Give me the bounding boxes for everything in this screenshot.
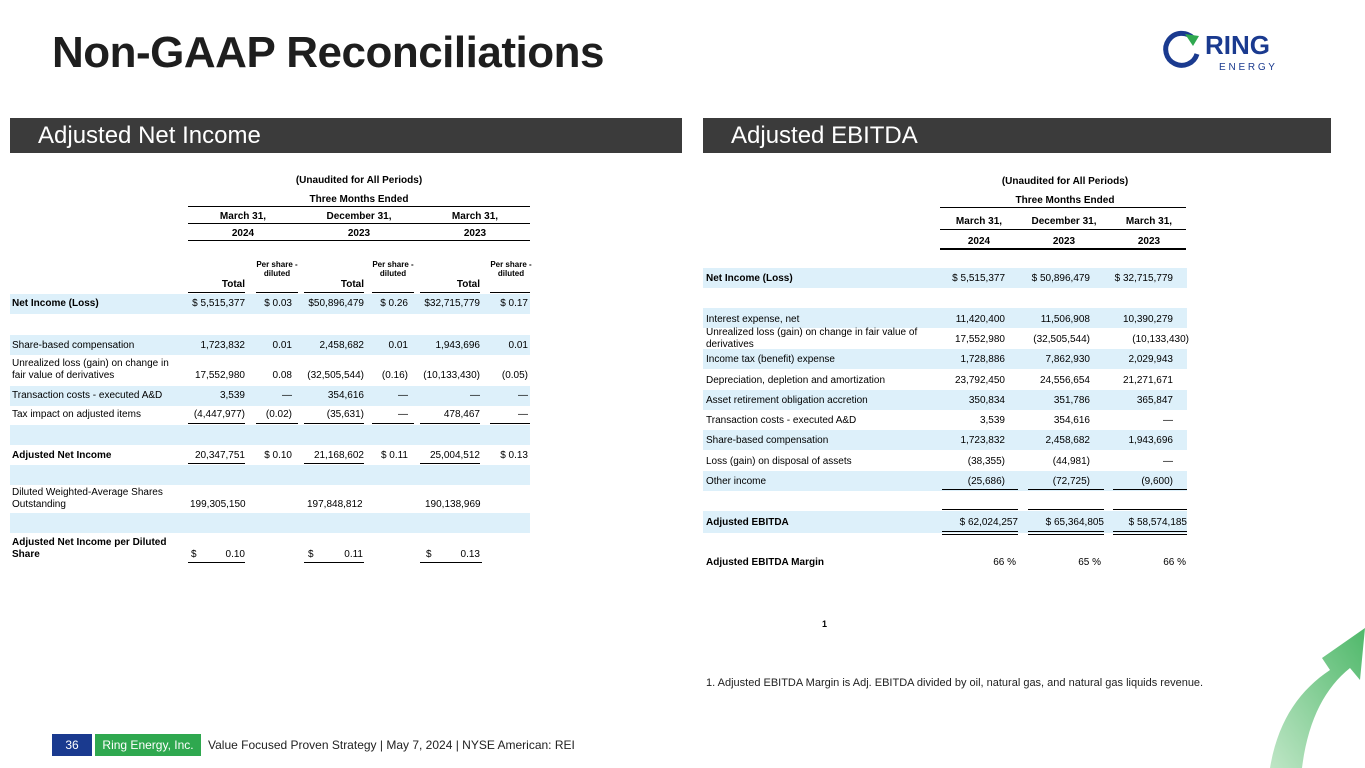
value: 3,539	[219, 390, 245, 401]
page-title: Non-GAAP Reconciliations	[52, 28, 604, 77]
value: $ 62,024,257	[959, 517, 1018, 528]
logo-word: RING	[1205, 30, 1270, 60]
value: 1,728,886	[960, 354, 1005, 365]
value: $ 5,515,377	[192, 298, 245, 309]
value: —	[1163, 415, 1173, 426]
row-label: Adjusted EBITDA	[706, 517, 789, 528]
value: 197,848,812	[307, 499, 363, 510]
ring-energy-logo	[1155, 28, 1315, 74]
value: 24,556,654	[1039, 375, 1090, 386]
value: 354,616	[327, 390, 364, 401]
value: 11,420,400	[955, 314, 1005, 325]
value: —	[282, 390, 292, 401]
value: 25,004,512	[429, 450, 480, 461]
value: 20,347,751	[194, 450, 245, 461]
value: 0.13	[460, 549, 480, 560]
value: $50,896,479	[308, 298, 364, 309]
value: 0.01	[272, 340, 292, 351]
col-per-share: Per share - diluted	[256, 260, 298, 278]
value: 66 %	[1163, 557, 1186, 568]
row-label: Tax impact on adjusted items	[12, 409, 141, 420]
value: 11,506,908	[1040, 314, 1090, 325]
value: —	[518, 390, 528, 401]
row-label: Diluted Weighted-Average Shares Outstanding	[12, 487, 163, 510]
value: (0.05)	[501, 370, 528, 381]
value: 2,458,682	[319, 340, 364, 351]
value: (44,981)	[1052, 456, 1090, 467]
year-header: 2024	[967, 236, 991, 247]
value: $ 65,364,805	[1045, 517, 1104, 528]
row-label: Asset retirement obligation accretion	[706, 395, 868, 406]
row-label: Net Income (Loss)	[12, 298, 99, 309]
row-label: Adjusted Net Income per Diluted Share	[12, 537, 167, 560]
value: 0.01	[388, 340, 408, 351]
value: (32,505,544)	[1033, 334, 1090, 345]
row-label: Unrealized loss (gain) on change in fair value of derivatives	[706, 327, 918, 350]
value: (0.16)	[381, 370, 408, 381]
value: 199,305,150	[190, 499, 246, 510]
value: (9,600)	[1141, 476, 1173, 487]
value: 2,458,682	[1045, 435, 1090, 446]
year-header: 2023	[463, 228, 487, 239]
unaudited-label: (Unaudited for All Periods)	[1001, 176, 1129, 187]
value: $ 50,896,479	[1031, 273, 1090, 284]
value: (35,631)	[326, 409, 364, 420]
col-per-share: Per share - diluted	[490, 260, 532, 278]
row-label: Share-based compensation	[12, 340, 135, 351]
year-header: 2023	[1137, 236, 1161, 247]
value: 1,943,696	[1128, 435, 1173, 446]
value: $32,715,779	[424, 298, 480, 309]
month-header: March 31,	[219, 211, 267, 222]
footnote-marker: 1	[822, 619, 828, 629]
value: 21,271,671	[1122, 375, 1173, 386]
value: $ 58,574,185	[1128, 517, 1187, 528]
value: $ 0.10	[264, 450, 292, 461]
ring-logo-icon	[1155, 28, 1315, 74]
value: 1,723,832	[960, 435, 1005, 446]
value: (32,505,544)	[307, 370, 364, 381]
value: 0.01	[508, 340, 528, 351]
value: —	[398, 390, 408, 401]
value: 1,723,832	[200, 340, 245, 351]
value: $ 5,515,377	[952, 273, 1005, 284]
value: (4,447,977)	[193, 409, 245, 420]
row-label: Interest expense, net	[706, 314, 800, 325]
value: 21,168,602	[313, 450, 364, 461]
year-header: 2023	[347, 228, 371, 239]
col-total: Total	[456, 279, 480, 290]
value: 0.08	[272, 370, 292, 381]
value: 23,792,450	[954, 375, 1005, 386]
row-label: Income tax (benefit) expense	[706, 354, 835, 365]
col-total: Total	[221, 279, 245, 290]
value: 1,943,696	[435, 340, 480, 351]
dollar-sign: $	[426, 549, 432, 560]
row-label: Transaction costs - executed A&D	[706, 415, 857, 426]
value: —	[398, 409, 408, 420]
period-label: Three Months Ended	[309, 194, 409, 205]
row-label: Other income	[706, 476, 767, 487]
value: 65 %	[1078, 557, 1101, 568]
growth-arrow-icon	[1230, 600, 1365, 768]
value: (72,725)	[1052, 476, 1090, 487]
row-label: Depreciation, depletion and amortization	[706, 375, 885, 386]
footnote: 1. Adjusted EBITDA Margin is Adj. EBITDA divided by oil, natural gas, and natural gas liquids revenue.	[706, 677, 1204, 689]
value: $ 0.17	[500, 298, 528, 309]
year-header: 2024	[231, 228, 255, 239]
value: $ 0.11	[380, 450, 408, 461]
year-header: 2023	[1052, 236, 1076, 247]
row-label: Adjusted EBITDA Margin	[706, 557, 824, 568]
row-label: Loss (gain) on disposal of assets	[706, 456, 852, 467]
value: 0.10	[225, 549, 245, 560]
value: 17,552,980	[954, 334, 1005, 345]
period-label: Three Months Ended	[1015, 195, 1115, 206]
logo-sub: E N E R G Y	[1219, 62, 1275, 73]
value: 7,862,930	[1045, 354, 1090, 365]
value: $ 0.13	[500, 450, 528, 461]
value: —	[470, 390, 480, 401]
dollar-sign: $	[191, 549, 197, 560]
value: 66 %	[993, 557, 1016, 568]
value: 17,552,980	[194, 370, 245, 381]
footer-text: Value Focused Proven Strategy | May 7, 2024 | NYSE American: REI	[208, 738, 575, 752]
page-number: 36	[52, 734, 92, 756]
col-total: Total	[340, 279, 364, 290]
value: 350,834	[968, 395, 1005, 406]
value: (25,686)	[967, 476, 1005, 487]
value: 2,029,943	[1128, 354, 1173, 365]
row-label: Adjusted Net Income	[12, 450, 112, 461]
value: $ 0.03	[264, 298, 292, 309]
value: (10,133,430)	[423, 370, 480, 381]
value: (10,133,430)	[1132, 334, 1189, 345]
value: 478,467	[443, 409, 480, 420]
adjusted-net-income-banner: Adjusted Net Income	[10, 118, 682, 153]
value: (38,355)	[967, 456, 1005, 467]
dollar-sign: $	[308, 549, 314, 560]
value: 354,616	[1053, 415, 1090, 426]
row-label: Share-based compensation	[706, 435, 829, 446]
month-header: December 31,	[326, 211, 392, 222]
value: $ 32,715,779	[1114, 273, 1173, 284]
month-header: March 31,	[1125, 216, 1173, 227]
adjusted-ebitda-banner: Adjusted EBITDA	[703, 118, 1331, 153]
row-label: Net Income (Loss)	[706, 273, 793, 284]
value: 0.11	[344, 549, 363, 560]
month-header: March 31,	[955, 216, 1003, 227]
row-label: Transaction costs - executed A&D	[12, 390, 163, 401]
value: 190,138,969	[425, 499, 481, 510]
unaudited-label: (Unaudited for All Periods)	[295, 175, 423, 186]
month-header: March 31,	[451, 211, 499, 222]
value: 365,847	[1136, 395, 1173, 406]
value: 3,539	[979, 415, 1005, 426]
value: —	[1163, 456, 1173, 467]
value: 10,390,279	[1122, 314, 1173, 325]
value: $ 0.26	[380, 298, 408, 309]
value: —	[518, 409, 528, 420]
value: (0.02)	[265, 409, 292, 420]
company-name: Ring Energy, Inc.	[95, 734, 201, 756]
value: 351,786	[1053, 395, 1090, 406]
row-label: Unrealized loss (gain) on change in fair value of derivatives	[12, 358, 169, 381]
col-per-share: Per share - diluted	[372, 260, 414, 278]
month-header: December 31,	[1031, 216, 1097, 227]
